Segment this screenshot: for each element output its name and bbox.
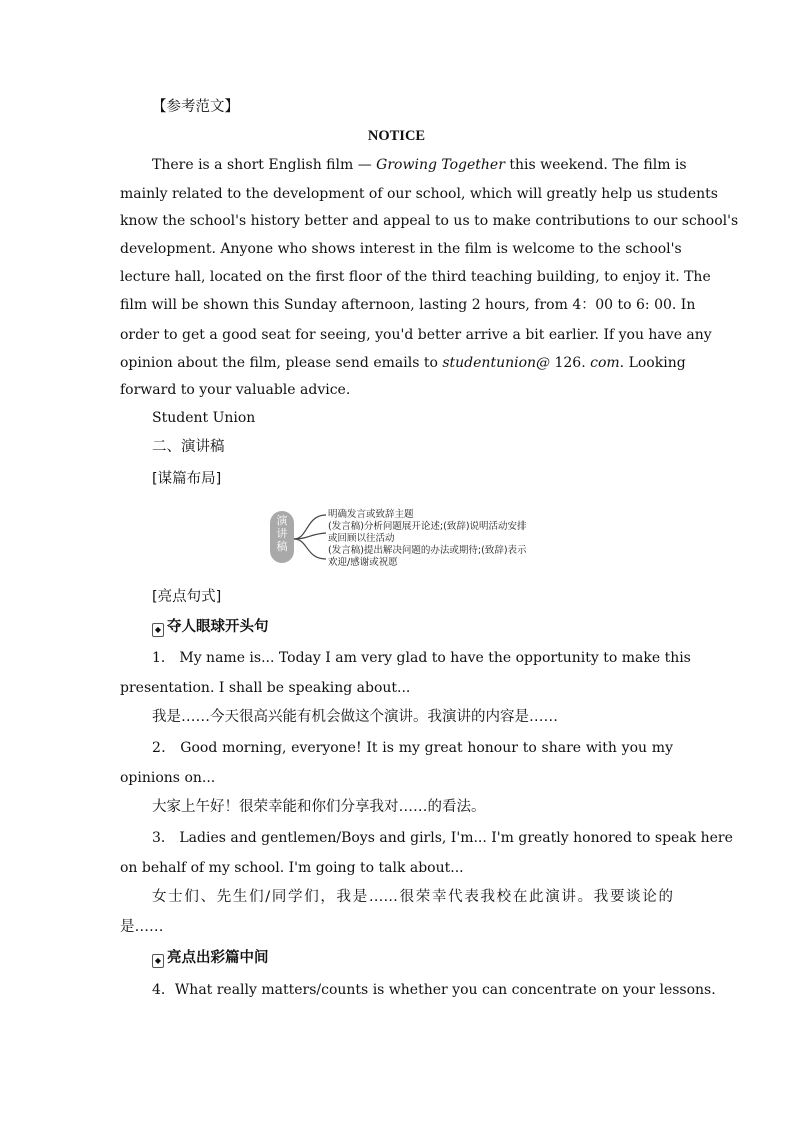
subheading-opening: ◆ 夺人眼球开头句: [152, 617, 269, 637]
item-2-line-1: 2． Good morning, everyone! It is my great honour to share with you my: [152, 740, 673, 756]
item-1-line-2: presentation. I shall be speaking about...: [120, 680, 411, 696]
layout-heading: [谋篇布局]: [152, 471, 222, 487]
item-1-translation: 我是……今天很高兴能有机会做这个演讲。我演讲的内容是……: [152, 709, 558, 725]
item-3-translation-2: 是……: [120, 919, 164, 935]
notice-line-2: mainly related to the development of our school, which will greatly help us students: [120, 186, 718, 202]
diagram-brace: [292, 509, 332, 569]
diagram-line-5: 欢迎/感谢或祝愿: [328, 557, 398, 568]
diagram-line-3: 或回顾以往活动: [328, 533, 395, 544]
notice-line-9: forward to your valuable advice.: [120, 382, 351, 398]
notice-line-4: development. Anyone who shows interest in the film is welcome to the school's: [120, 241, 682, 257]
notice-line-7: order to get a good seat for seeing, you'd better arrive a bit earlier. If you have any: [120, 327, 712, 343]
notice-line-3: know the school's history better and appeal to us to make contributions to our school's: [120, 213, 739, 229]
notice-signature: Student Union: [152, 410, 256, 426]
diamond-icon: ◆: [152, 954, 164, 968]
reference-heading: 【参考范文】: [152, 99, 239, 115]
item-2-line-2: opinions on...: [120, 770, 216, 786]
section-title: 二、演讲稿: [152, 439, 225, 455]
diamond-icon: ◆: [152, 623, 164, 637]
notice-line-5: lecture hall, located on the first floor of the third teaching building, to enjoy it. The: [120, 269, 711, 285]
notice-line-6: film will be shown this Sunday afternoon, lasting 2 hours, from 4：00 to 6: 00. In: [120, 297, 696, 313]
diagram-line-1: 明确发言或致辞主题: [328, 509, 414, 520]
item-3-translation-1: 女士们、先生们/同学们，我是……很荣幸代表我校在此演讲。我要谈论的: [152, 889, 673, 905]
notice-line-1: There is a short English film — Growing Together this weekend. The film is: [152, 157, 687, 173]
notice-line-8: opinion about the film, please send emails to studentunion@ 126. com. Looking: [120, 355, 686, 371]
item-1-line-1: 1． My name is... Today I am very glad to have the opportunity to make this: [152, 650, 691, 666]
item-3-line-1: 3． Ladies and gentlemen/Boys and girls, I'm... I'm greatly honored to speak here: [152, 830, 733, 846]
item-2-translation: 大家上午好！很荣幸能和你们分享我对……的看法。: [152, 799, 486, 815]
diagram-line-4: (发言稿)提出解决问题的办法或期待;(致辞)表示: [328, 545, 527, 556]
subheading-middle: ◆ 亮点出彩篇中间: [152, 948, 269, 968]
sentences-heading: [亮点句式]: [152, 589, 222, 605]
item-3-line-2: on behalf of my school. I'm going to talk about...: [120, 860, 464, 876]
item-4-line-1: 4．What really matters/counts is whether you can concentrate on your lessons.: [152, 982, 716, 998]
diagram-line-2: (发言稿)分析问题展开论述;(致辞)说明活动安排: [328, 521, 527, 532]
structure-diagram: [270, 509, 570, 569]
notice-title: NOTICE: [367, 128, 426, 144]
diagram-center-label: 演 讲 稿: [270, 511, 294, 563]
